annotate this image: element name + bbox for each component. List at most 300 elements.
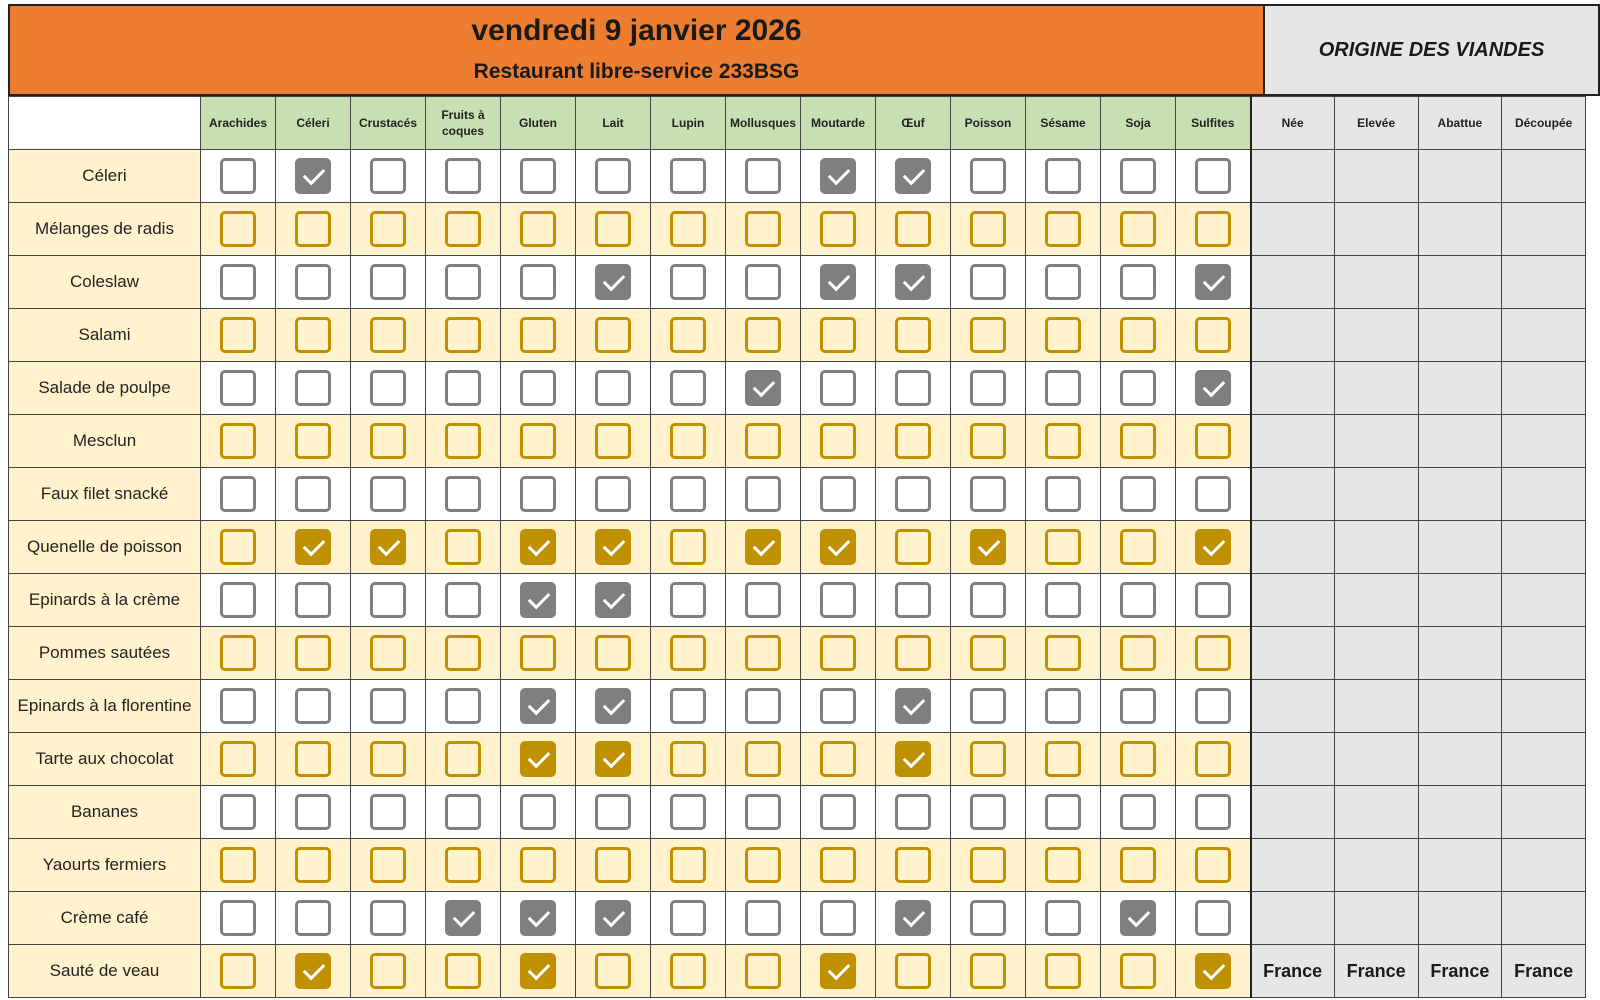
unchecked-checkbox[interactable] [970,370,1006,406]
allergen-cell [201,733,276,786]
unchecked-checkbox[interactable] [370,794,406,830]
unchecked-checkbox[interactable] [520,476,556,512]
allergen-cell [651,521,726,574]
allergen-cell [951,415,1026,468]
unchecked-checkbox[interactable] [595,370,631,406]
allergen-header: Gluten [501,97,576,150]
allergen-cell [1026,362,1101,415]
checked-checkbox[interactable] [745,529,781,565]
unchecked-checkbox[interactable] [595,476,631,512]
unchecked-checkbox[interactable] [220,953,256,989]
allergen-cell [426,680,501,733]
checked-checkbox[interactable] [295,529,331,565]
unchecked-checkbox[interactable] [295,264,331,300]
unchecked-checkbox[interactable] [1045,741,1081,777]
unchecked-checkbox[interactable] [220,476,256,512]
unchecked-checkbox[interactable] [670,476,706,512]
unchecked-checkbox[interactable] [670,317,706,353]
unchecked-checkbox[interactable] [1120,476,1156,512]
table-row [9,362,1586,415]
unchecked-checkbox[interactable] [295,741,331,777]
unchecked-checkbox[interactable] [895,317,931,353]
allergen-cell [1026,839,1101,892]
origin-cell: France [1502,945,1586,998]
unchecked-checkbox[interactable] [895,370,931,406]
unchecked-checkbox[interactable] [895,953,931,989]
allergen-cell [726,150,801,203]
unchecked-checkbox[interactable] [595,953,631,989]
allergen-cell [576,362,651,415]
unchecked-checkbox[interactable] [220,582,256,618]
unchecked-checkbox[interactable] [370,688,406,724]
allergen-cell [201,415,276,468]
unchecked-checkbox[interactable] [445,794,481,830]
checked-checkbox[interactable] [895,264,931,300]
unchecked-checkbox[interactable] [520,317,556,353]
allergen-cell [1176,839,1251,892]
unchecked-checkbox[interactable] [220,900,256,936]
unchecked-checkbox[interactable] [295,794,331,830]
origin-cell [1418,256,1502,309]
unchecked-checkbox[interactable] [295,423,331,459]
origin-cell [1502,521,1586,574]
checked-checkbox[interactable] [595,900,631,936]
allergen-cell [651,150,726,203]
unchecked-checkbox[interactable] [220,529,256,565]
unchecked-checkbox[interactable] [370,423,406,459]
unchecked-checkbox[interactable] [220,158,256,194]
unchecked-checkbox[interactable] [820,211,856,247]
unchecked-checkbox[interactable] [295,847,331,883]
checked-checkbox[interactable] [1195,953,1231,989]
checked-checkbox[interactable] [520,900,556,936]
unchecked-checkbox[interactable] [970,635,1006,671]
unchecked-checkbox[interactable] [820,688,856,724]
checked-checkbox[interactable] [820,953,856,989]
unchecked-checkbox[interactable] [745,423,781,459]
origin-cell [1334,574,1418,627]
allergen-cell [276,892,351,945]
checked-checkbox[interactable] [295,158,331,194]
allergen-cell [726,627,801,680]
unchecked-checkbox[interactable] [1045,529,1081,565]
unchecked-checkbox[interactable] [745,794,781,830]
unchecked-checkbox[interactable] [295,688,331,724]
unchecked-checkbox[interactable] [745,847,781,883]
checked-checkbox[interactable] [895,741,931,777]
unchecked-checkbox[interactable] [1120,158,1156,194]
unchecked-checkbox[interactable] [745,317,781,353]
unchecked-checkbox[interactable] [1045,582,1081,618]
unchecked-checkbox[interactable] [220,370,256,406]
allergen-cell [951,309,1026,362]
unchecked-checkbox[interactable] [1120,635,1156,671]
unchecked-checkbox[interactable] [820,794,856,830]
allergen-cell [951,521,1026,574]
unchecked-checkbox[interactable] [970,582,1006,618]
allergen-cell [501,521,576,574]
checked-checkbox[interactable] [595,264,631,300]
allergen-cell [726,574,801,627]
unchecked-checkbox[interactable] [670,158,706,194]
allergen-cell [726,839,801,892]
unchecked-checkbox[interactable] [1120,847,1156,883]
origin-cell [1251,521,1335,574]
origin-cell [1502,256,1586,309]
unchecked-checkbox[interactable] [745,688,781,724]
unchecked-checkbox[interactable] [1195,423,1231,459]
unchecked-checkbox[interactable] [895,476,931,512]
unchecked-checkbox[interactable] [370,582,406,618]
unchecked-checkbox[interactable] [895,635,931,671]
unchecked-checkbox[interactable] [1120,370,1156,406]
unchecked-checkbox[interactable] [445,847,481,883]
checked-checkbox[interactable] [520,688,556,724]
unchecked-checkbox[interactable] [1045,688,1081,724]
allergen-cell [726,786,801,839]
unchecked-checkbox[interactable] [970,158,1006,194]
unchecked-checkbox[interactable] [220,794,256,830]
unchecked-checkbox[interactable] [670,211,706,247]
allergen-cell [576,892,651,945]
unchecked-checkbox[interactable] [970,423,1006,459]
checked-checkbox[interactable] [820,529,856,565]
unchecked-checkbox[interactable] [820,370,856,406]
checked-checkbox[interactable] [520,529,556,565]
unchecked-checkbox[interactable] [220,211,256,247]
unchecked-checkbox[interactable] [1120,264,1156,300]
allergen-cell [1176,150,1251,203]
unchecked-checkbox[interactable] [595,847,631,883]
origin-cell [1251,309,1335,362]
unchecked-checkbox[interactable] [445,211,481,247]
origin-cell [1334,839,1418,892]
checked-checkbox[interactable] [1120,900,1156,936]
allergen-cell [426,627,501,680]
unchecked-checkbox[interactable] [670,264,706,300]
unchecked-checkbox[interactable] [1120,529,1156,565]
unchecked-checkbox[interactable] [670,847,706,883]
checked-checkbox[interactable] [295,953,331,989]
unchecked-checkbox[interactable] [1120,741,1156,777]
unchecked-checkbox[interactable] [670,900,706,936]
unchecked-checkbox[interactable] [745,635,781,671]
checked-checkbox[interactable] [595,529,631,565]
unchecked-checkbox[interactable] [670,423,706,459]
dish-name: Epinards à la florentine [9,680,201,733]
unchecked-checkbox[interactable] [1045,370,1081,406]
unchecked-checkbox[interactable] [520,264,556,300]
unchecked-checkbox[interactable] [595,211,631,247]
unchecked-checkbox[interactable] [1195,582,1231,618]
unchecked-checkbox[interactable] [670,582,706,618]
unchecked-checkbox[interactable] [670,370,706,406]
unchecked-checkbox[interactable] [1045,794,1081,830]
unchecked-checkbox[interactable] [295,211,331,247]
allergen-cell [351,733,426,786]
unchecked-checkbox[interactable] [370,847,406,883]
allergen-cell [726,415,801,468]
table-row [9,839,1586,892]
allergen-cell [501,362,576,415]
unchecked-checkbox[interactable] [970,953,1006,989]
unchecked-checkbox[interactable] [745,741,781,777]
unchecked-checkbox[interactable] [970,847,1006,883]
checked-checkbox[interactable] [970,529,1006,565]
unchecked-checkbox[interactable] [1045,264,1081,300]
unchecked-checkbox[interactable] [670,741,706,777]
origin-cell [1251,203,1335,256]
unchecked-checkbox[interactable] [1045,317,1081,353]
unchecked-checkbox[interactable] [445,529,481,565]
checked-checkbox[interactable] [745,370,781,406]
unchecked-checkbox[interactable] [445,158,481,194]
unchecked-checkbox[interactable] [820,847,856,883]
unchecked-checkbox[interactable] [220,847,256,883]
allergen-cell [951,892,1026,945]
checked-checkbox[interactable] [520,741,556,777]
unchecked-checkbox[interactable] [970,794,1006,830]
allergen-cell [576,733,651,786]
allergen-cell [351,521,426,574]
unchecked-checkbox[interactable] [895,847,931,883]
unchecked-checkbox[interactable] [445,688,481,724]
unchecked-checkbox[interactable] [595,317,631,353]
unchecked-checkbox[interactable] [445,741,481,777]
unchecked-checkbox[interactable] [1045,476,1081,512]
unchecked-checkbox[interactable] [370,900,406,936]
allergen-cell [876,256,951,309]
unchecked-checkbox[interactable] [295,370,331,406]
unchecked-checkbox[interactable] [370,264,406,300]
checked-checkbox[interactable] [1195,264,1231,300]
unchecked-checkbox[interactable] [520,370,556,406]
unchecked-checkbox[interactable] [295,900,331,936]
unchecked-checkbox[interactable] [1195,900,1231,936]
unchecked-checkbox[interactable] [670,953,706,989]
unchecked-checkbox[interactable] [820,476,856,512]
unchecked-checkbox[interactable] [220,688,256,724]
unchecked-checkbox[interactable] [1045,953,1081,989]
unchecked-checkbox[interactable] [895,794,931,830]
unchecked-checkbox[interactable] [820,582,856,618]
origin-cell [1418,521,1502,574]
unchecked-checkbox[interactable] [895,211,931,247]
allergen-cell [276,256,351,309]
unchecked-checkbox[interactable] [1195,688,1231,724]
unchecked-checkbox[interactable] [295,582,331,618]
table-row [9,574,1586,627]
unchecked-checkbox[interactable] [970,317,1006,353]
unchecked-checkbox[interactable] [1045,158,1081,194]
unchecked-checkbox[interactable] [595,158,631,194]
unchecked-checkbox[interactable] [220,423,256,459]
dish-name: Faux filet snacké [9,468,201,521]
unchecked-checkbox[interactable] [370,953,406,989]
unchecked-checkbox[interactable] [1195,794,1231,830]
allergen-cell [951,733,1026,786]
origin-cell [1418,468,1502,521]
unchecked-checkbox[interactable] [745,158,781,194]
allergen-cell [876,415,951,468]
origin-title: ORIGINE DES VIANDES [1265,4,1600,96]
unchecked-checkbox[interactable] [295,476,331,512]
unchecked-checkbox[interactable] [1045,211,1081,247]
unchecked-checkbox[interactable] [520,794,556,830]
unchecked-checkbox[interactable] [520,158,556,194]
unchecked-checkbox[interactable] [370,741,406,777]
unchecked-checkbox[interactable] [370,211,406,247]
checked-checkbox[interactable] [520,953,556,989]
table-row [9,521,1586,574]
origin-cell: France [1418,945,1502,998]
unchecked-checkbox[interactable] [1120,794,1156,830]
origin-cell [1418,415,1502,468]
unchecked-checkbox[interactable] [1120,953,1156,989]
allergen-header: Arachides [201,97,276,150]
origin-cell [1334,627,1418,680]
unchecked-checkbox[interactable] [1195,847,1231,883]
allergen-cell [201,680,276,733]
unchecked-checkbox[interactable] [595,635,631,671]
unchecked-checkbox[interactable] [445,264,481,300]
unchecked-checkbox[interactable] [1045,900,1081,936]
unchecked-checkbox[interactable] [970,900,1006,936]
checked-checkbox[interactable] [895,900,931,936]
allergen-cell [576,839,651,892]
unchecked-checkbox[interactable] [445,423,481,459]
unchecked-checkbox[interactable] [970,211,1006,247]
allergen-cell [1026,415,1101,468]
checked-checkbox[interactable] [1195,370,1231,406]
unchecked-checkbox[interactable] [820,741,856,777]
unchecked-checkbox[interactable] [370,317,406,353]
unchecked-checkbox[interactable] [745,582,781,618]
unchecked-checkbox[interactable] [445,582,481,618]
unchecked-checkbox[interactable] [745,211,781,247]
allergen-header: Lupin [651,97,726,150]
unchecked-checkbox[interactable] [970,688,1006,724]
unchecked-checkbox[interactable] [895,582,931,618]
unchecked-checkbox[interactable] [595,794,631,830]
origin-cell [1334,521,1418,574]
allergen-cell [501,309,576,362]
allergen-cell [501,945,576,998]
unchecked-checkbox[interactable] [1195,635,1231,671]
allergen-cell [651,839,726,892]
checked-checkbox[interactable] [895,158,931,194]
unchecked-checkbox[interactable] [745,900,781,936]
unchecked-checkbox[interactable] [1195,317,1231,353]
unchecked-checkbox[interactable] [1045,847,1081,883]
unchecked-checkbox[interactable] [820,317,856,353]
checked-checkbox[interactable] [895,688,931,724]
unchecked-checkbox[interactable] [820,423,856,459]
checked-checkbox[interactable] [820,158,856,194]
unchecked-checkbox[interactable] [670,635,706,671]
unchecked-checkbox[interactable] [820,635,856,671]
allergen-cell [726,733,801,786]
unchecked-checkbox[interactable] [820,900,856,936]
unchecked-checkbox[interactable] [295,635,331,671]
allergen-cell [426,150,501,203]
unchecked-checkbox[interactable] [895,529,931,565]
unchecked-checkbox[interactable] [370,476,406,512]
unchecked-checkbox[interactable] [220,317,256,353]
unchecked-checkbox[interactable] [595,423,631,459]
unchecked-checkbox[interactable] [670,688,706,724]
origin-cell [1251,256,1335,309]
unchecked-checkbox[interactable] [1120,317,1156,353]
unchecked-checkbox[interactable] [745,476,781,512]
unchecked-checkbox[interactable] [520,635,556,671]
unchecked-checkbox[interactable] [1120,423,1156,459]
allergen-cell [1176,468,1251,521]
allergen-cell [1026,309,1101,362]
checked-checkbox[interactable] [370,529,406,565]
checked-checkbox[interactable] [595,688,631,724]
origin-cell [1418,627,1502,680]
unchecked-checkbox[interactable] [970,476,1006,512]
unchecked-checkbox[interactable] [220,741,256,777]
unchecked-checkbox[interactable] [295,317,331,353]
table-row [9,309,1586,362]
unchecked-checkbox[interactable] [1120,211,1156,247]
origin-cell [1334,150,1418,203]
unchecked-checkbox[interactable] [1120,688,1156,724]
unchecked-checkbox[interactable] [1120,582,1156,618]
unchecked-checkbox[interactable] [445,635,481,671]
checked-checkbox[interactable] [520,582,556,618]
unchecked-checkbox[interactable] [520,847,556,883]
unchecked-checkbox[interactable] [1195,476,1231,512]
unchecked-checkbox[interactable] [1045,423,1081,459]
unchecked-checkbox[interactable] [220,635,256,671]
unchecked-checkbox[interactable] [445,317,481,353]
allergen-cell [726,203,801,256]
checked-checkbox[interactable] [595,582,631,618]
unchecked-checkbox[interactable] [670,529,706,565]
checked-checkbox[interactable] [1195,529,1231,565]
unchecked-checkbox[interactable] [445,370,481,406]
unchecked-checkbox[interactable] [1195,741,1231,777]
unchecked-checkbox[interactable] [370,370,406,406]
unchecked-checkbox[interactable] [520,211,556,247]
unchecked-checkbox[interactable] [370,635,406,671]
unchecked-checkbox[interactable] [670,794,706,830]
unchecked-checkbox[interactable] [1195,211,1231,247]
unchecked-checkbox[interactable] [370,158,406,194]
allergen-cell [951,150,1026,203]
unchecked-checkbox[interactable] [445,953,481,989]
unchecked-checkbox[interactable] [220,264,256,300]
unchecked-checkbox[interactable] [445,476,481,512]
unchecked-checkbox[interactable] [745,264,781,300]
allergen-cell [276,574,351,627]
unchecked-checkbox[interactable] [895,423,931,459]
unchecked-checkbox[interactable] [745,953,781,989]
unchecked-checkbox[interactable] [1045,635,1081,671]
allergen-header: Céleri [276,97,351,150]
checked-checkbox[interactable] [445,900,481,936]
checked-checkbox[interactable] [820,264,856,300]
allergen-cell [1101,945,1176,998]
unchecked-checkbox[interactable] [1195,158,1231,194]
unchecked-checkbox[interactable] [970,264,1006,300]
checked-checkbox[interactable] [595,741,631,777]
unchecked-checkbox[interactable] [970,741,1006,777]
unchecked-checkbox[interactable] [520,423,556,459]
